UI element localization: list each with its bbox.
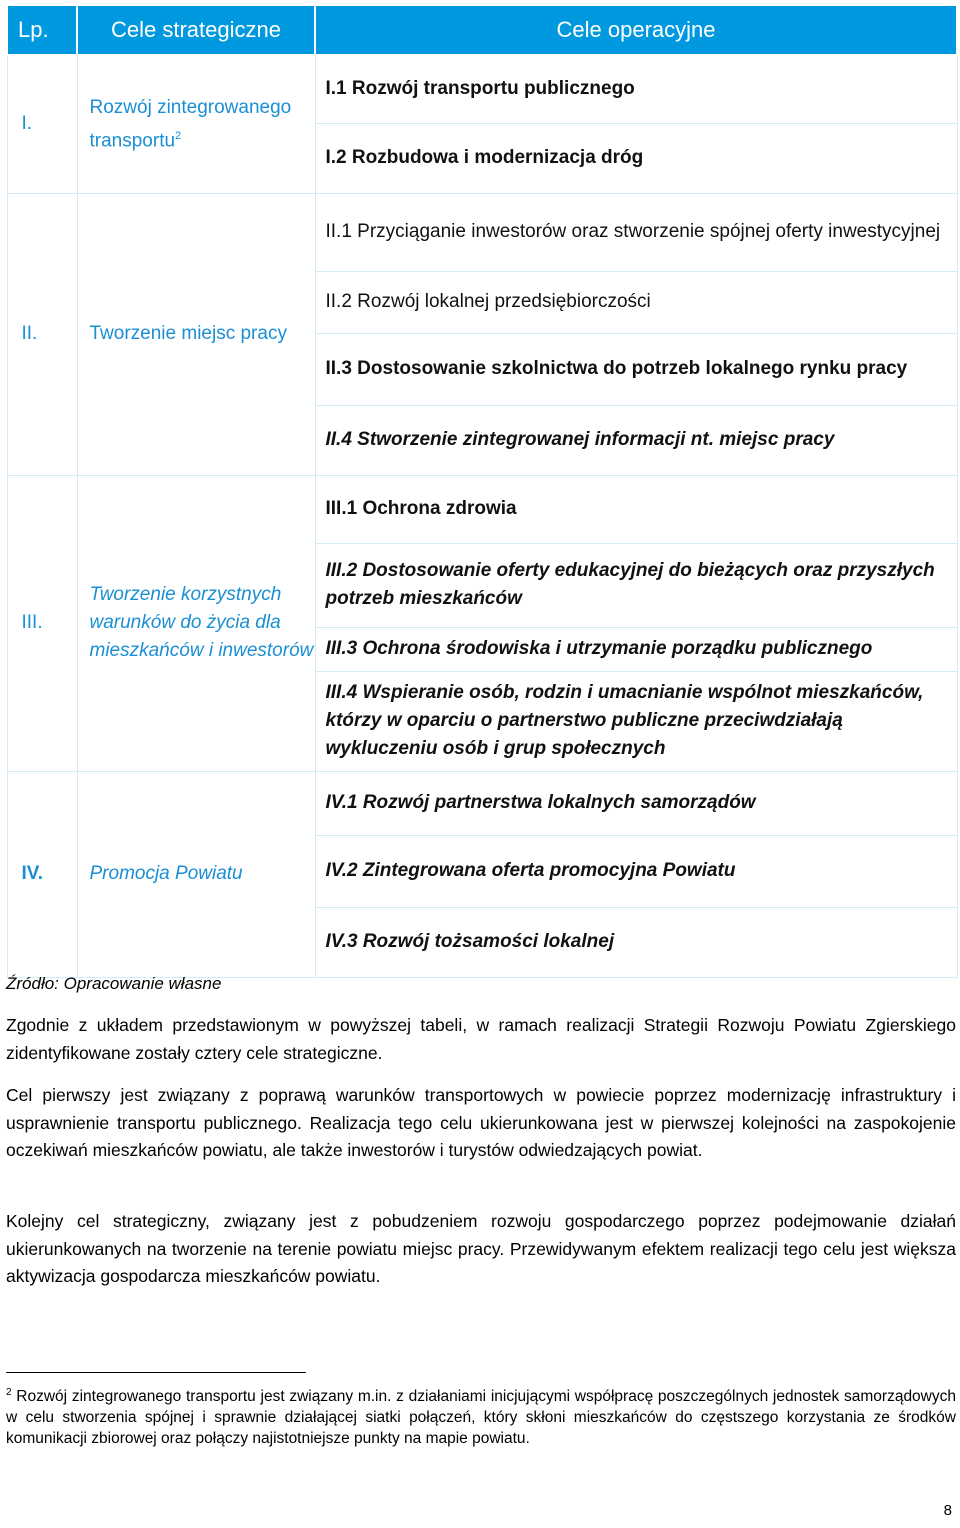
row-3-goal: Tworzenie korzystnych warunków do życia dla mieszkańców i inwestorów bbox=[77, 475, 315, 771]
op-III-2: III.2 Dostosowanie oferty edukacyjnej do bieżących oraz przyszłych potrzeb mieszkańców bbox=[315, 543, 957, 627]
source-caption: Źródło: Opracowanie własne bbox=[6, 974, 222, 993]
op-I-1: I.1 Rozwój transportu publicznego bbox=[315, 55, 957, 123]
footnote-separator bbox=[6, 1372, 306, 1373]
op-IV-2: IV.2 Zintegrowana oferta promocyjna Powiatu bbox=[315, 835, 957, 907]
page-number: 8 bbox=[943, 1502, 952, 1519]
footnote-number: 2 bbox=[6, 1387, 12, 1398]
row-4-lp: IV. bbox=[7, 771, 77, 977]
row-2-goal: Tworzenie miejsc pracy bbox=[77, 193, 315, 475]
op-IV-1: IV.1 Rozwój partnerstwa lokalnych samorządów bbox=[315, 771, 957, 835]
op-II-3: II.3 Dostosowanie szkolnictwa do potrzeb lokalnego rynku pracy bbox=[315, 333, 957, 405]
op-I-2: I.2 Rozbudowa i modernizacja dróg bbox=[315, 123, 957, 193]
row-1-lp: I. bbox=[7, 55, 77, 193]
paragraph-1: Zgodnie z układem przedstawionym w powyższej tabeli, w ramach realizacji Strategii Rozwoju Powiatu Zgierskiego zidentyfikowane zostały cztery cele strategiczne. bbox=[6, 1015, 956, 1063]
row-1-goal: Rozwój zintegrowanego transportu$^2$ bbox=[77, 55, 315, 193]
header-operational-goals: Cele operacyjne bbox=[315, 5, 957, 55]
op-II-2: II.2 Rozwój lokalnej przedsiębiorczości bbox=[315, 271, 957, 333]
row-4-goal: Promocja Powiatu bbox=[77, 771, 315, 977]
footnote bbox=[6, 1382, 956, 1449]
row-3-lp: III. bbox=[7, 475, 77, 771]
paragraph-2: Cel pierwszy jest związany z poprawą warunków transportowych w powiecie poprzez modernizację infrastruktury i usprawnienie transportu publicznego. Realizacja tego celu ukierunkowana jest w pierwszej kolejności na zaspokojenie oczekiwań mieszkańców powiatu, ale także inwestorów i turystów odwiedzających powiat. bbox=[6, 1085, 956, 1160]
op-III-3: III.3 Ochrona środowiska i utrzymanie porządku publicznego bbox=[315, 627, 957, 671]
row-2-lp: II. bbox=[7, 193, 77, 475]
op-III-4: III.4 Wspieranie osób, rodzin i umacnianie wspólnot mieszkańców, którzy w oparciu o partnerstwo publiczne przeciwdziałają wykluczeniu osób i grup społecznych bbox=[315, 671, 957, 771]
header-lp: Lp. bbox=[7, 5, 77, 55]
footnote-text: Rozwój zintegrowanego transportu jest związany m.in. z działaniami inicjującymi współpracę poszczególnych jednostek samorządowych w celu stworzenia spójnej i sprawnie działającej siatki połączeń, który skłoni mieszkańców do częstszego korzystania ze środków komunikacji zbiorowej oraz połączy najistotniejsze punkty na mapie powiatu. bbox=[6, 1388, 956, 1448]
op-II-1: II.1 Przyciąganie inwestorów oraz stworzenie spójnej oferty inwestycyjnej bbox=[315, 193, 957, 271]
op-III-1: III.1 Ochrona zdrowia bbox=[315, 475, 957, 543]
paragraph-3: Kolejny cel strategiczny, związany jest z pobudzeniem rozwoju gospodarczego poprzez podejmowanie działań ukierunkowanych na tworzenie na terenie powiatu miejsc pracy. Przewidywanym efektem realizacji tego celu jest większa aktywizacja gospodarcza mieszkańców powiatu. bbox=[6, 1211, 956, 1286]
header-strategic-goals: Cele strategiczne bbox=[77, 5, 315, 55]
op-II-4: II.4 Stworzenie zintegrowanej informacji nt. miejsc pracy bbox=[315, 405, 957, 475]
strategic-goals-table bbox=[6, 4, 958, 978]
op-IV-3: IV.3 Rozwój tożsamości lokalnej bbox=[315, 907, 957, 977]
